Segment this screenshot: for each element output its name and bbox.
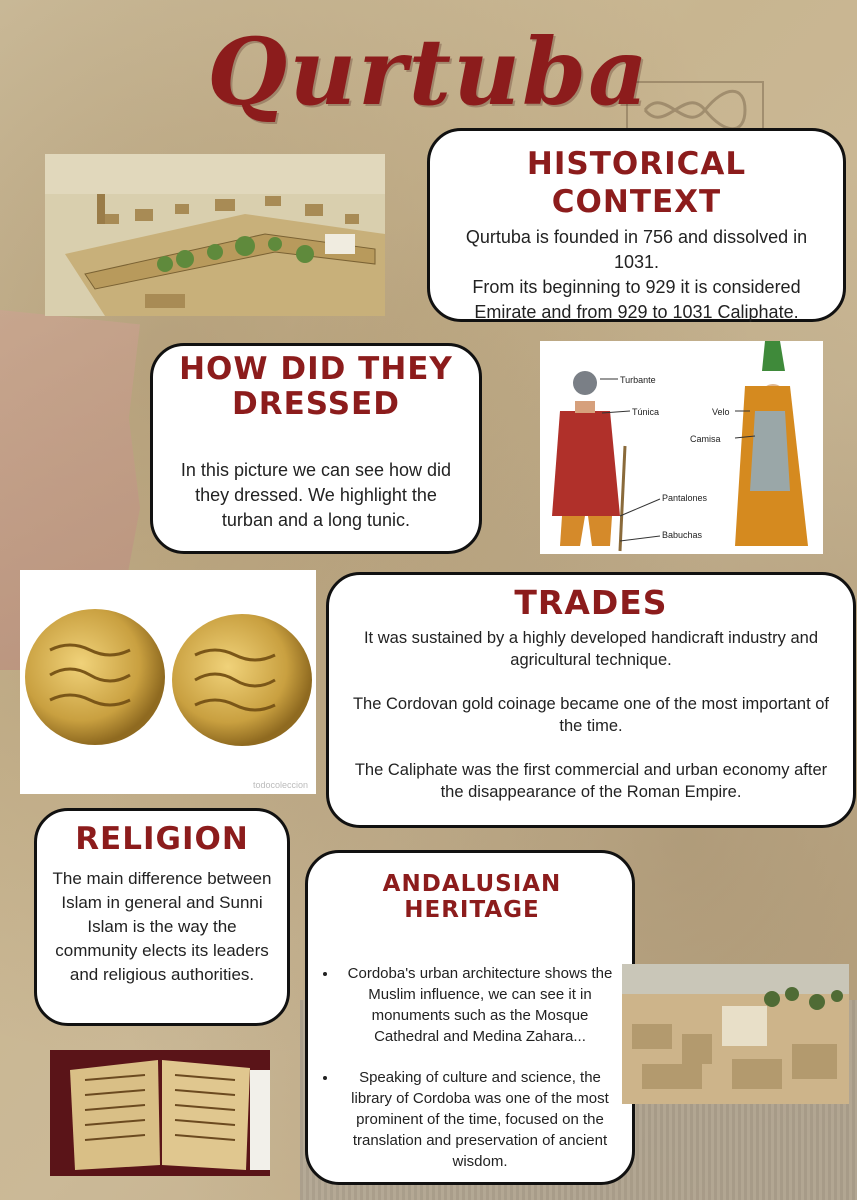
label-babuchas: Babuchas xyxy=(662,530,703,540)
trades-paragraph-2: The Cordovan gold coinage became one of the most important of the time. xyxy=(352,695,830,735)
label-turbante: Turbante xyxy=(620,375,656,385)
historical-context-line1: Qurtuba is founded in 756 and dissolved in 1031. xyxy=(465,227,808,272)
label-tunica: Túnica xyxy=(632,407,660,417)
city-illustration xyxy=(45,154,385,316)
label-camisa: Camisa xyxy=(690,434,721,444)
trades-card xyxy=(326,572,856,828)
coin-image-credit: todocoleccion xyxy=(252,780,308,790)
andalusian-heritage-card xyxy=(305,850,635,1185)
dressed-heading: HOW DID THEY DRESSED xyxy=(179,351,453,422)
heritage-list xyxy=(322,963,622,1172)
label-velo: Velo xyxy=(712,407,730,417)
heritage-heading: ANDALUSIAN HERITAGE xyxy=(382,871,562,923)
gold-coins-image xyxy=(20,570,316,794)
trades-paragraph-1: It was sustained by a highly developed handicraft industry and agricultural technique. xyxy=(363,629,819,669)
religion-heading: RELIGION xyxy=(75,821,249,857)
religion-card xyxy=(34,808,290,1026)
clothing-figures-image xyxy=(540,341,823,554)
dressed-card xyxy=(150,343,482,554)
historical-context-line2: From its beginning to 929 it is considered Emirate and from 929 to 1031 Caliphate. xyxy=(472,277,801,322)
heritage-bullet-2: • Speaking of culture and science, the library of Cordoba was one of the most prominent of the time, focused on the translation and preservation of ancient wisdom. xyxy=(338,1067,622,1172)
trades-paragraph-3: The Caliphate was the first commercial and urban economy after the disappearance of the Roman Empire. xyxy=(354,761,828,801)
historical-context-heading: HISTORICAL CONTEXT xyxy=(526,146,747,220)
manuscript-book-image xyxy=(50,1050,270,1176)
religion-text: The main difference between Islam in general and Sunni Islam is the way the community elects its leaders and religious authorities. xyxy=(52,869,272,984)
dressed-text: In this picture we can see how did they dressed. We highlight the turban and a long tunic. xyxy=(180,460,452,530)
page-title: Qurtuba xyxy=(207,18,650,126)
label-pantalones: Pantalones xyxy=(662,493,708,503)
medina-zahara-photo xyxy=(622,964,849,1104)
trades-heading: TRADES xyxy=(514,583,668,622)
historical-context-card xyxy=(427,128,846,322)
heritage-bullet-1: • Cordoba's urban architecture shows the Muslim influence, we can see it in monuments such as the Mosque Cathedral and Medina Zahara... xyxy=(338,963,622,1047)
